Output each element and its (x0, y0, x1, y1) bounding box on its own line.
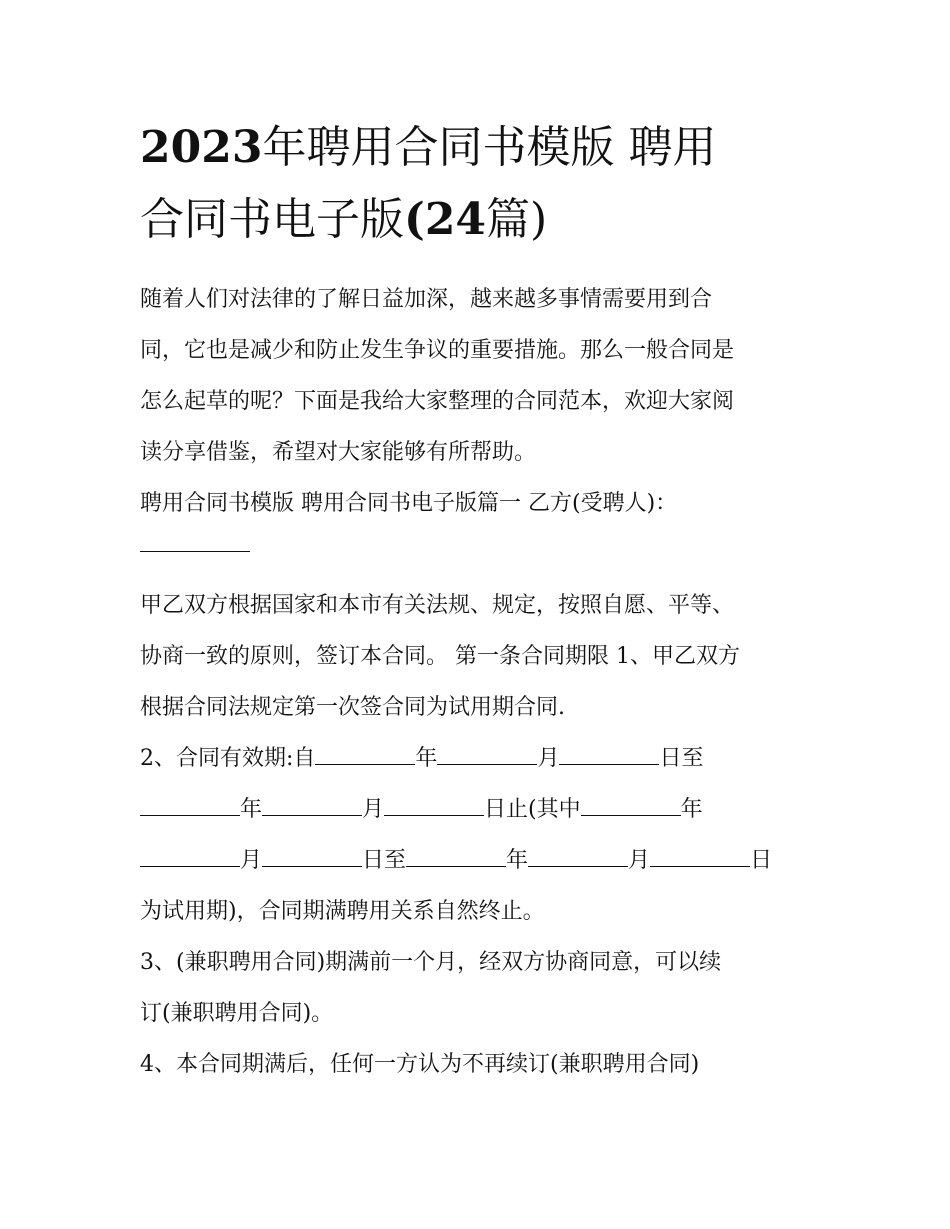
blank-start-month (437, 748, 537, 765)
blank-end-day (384, 799, 484, 816)
renewal-line-1: 3、(兼职聘用合同)期满前一个月，经双方协商同意，可以续 (140, 950, 722, 975)
blank-start-year (315, 748, 415, 765)
document-title (140, 112, 820, 256)
term-day-to-2: 日至 (362, 848, 407, 873)
renewal-paragraph (140, 937, 820, 1039)
term-month-3: 月 (240, 848, 263, 873)
blank-trial-end-month (528, 850, 628, 867)
principle-line-3: 根据合同法规定第一次签合同为试用期合同. (140, 695, 565, 720)
term-day: 日 (750, 848, 773, 873)
term-year-1: 年 (415, 746, 438, 771)
blank-end-month (262, 799, 362, 816)
title-line1-rest: 年聘用合同书模版 聘用 (262, 122, 717, 173)
principle-paragraph (140, 580, 820, 733)
title-line2-end: 篇) (486, 194, 548, 245)
expiry-paragraph (140, 1039, 820, 1090)
title-year: 2023 (140, 122, 263, 173)
blank-end-year (140, 799, 240, 816)
term-year-2: 年 (240, 797, 263, 822)
intro-paragraph (140, 274, 820, 478)
term-month-1: 月 (537, 746, 560, 771)
term-day-end: 日止(其中 (484, 797, 581, 822)
principle-line-1: 甲乙双方根据国家和本市有关法规、规定，按照自愿、平等、 (140, 593, 735, 618)
blank-trial-start-day (262, 850, 362, 867)
principle-line-2: 协商一致的原则，签订本合同。 第一条合同期限 1、甲乙双方 (140, 644, 740, 669)
intro-line-4: 读分享借鉴，希望对大家能够有所帮助。 (140, 440, 537, 465)
blank-trial-end-year (406, 850, 506, 867)
intro-line-3: 怎么起草的呢？下面是我给大家整理的合同范本，欢迎大家阅 (140, 389, 735, 414)
intro-line-1: 随着人们对法律的了解日益加深，越来越多事情需要用到合 (140, 287, 713, 312)
blank-trial-start-year (581, 799, 681, 816)
blank-trial-start-month (140, 850, 240, 867)
expiry-line-1: 4、本合同期满后，任何一方认为不再续订(兼职聘用合同) (140, 1052, 700, 1077)
term-paragraph (140, 733, 820, 937)
section-heading: 聘用合同书模版 聘用合同书电子版篇一 乙方(受聘人)： (140, 491, 678, 516)
term-day-to-1: 日至 (659, 746, 704, 771)
title-line2-paren: (24 (404, 194, 487, 245)
term-trial: 为试用期)，合同期满聘用关系自然终止。 (140, 899, 545, 924)
title-line2-start: 合同书电子版 (140, 194, 404, 245)
blank-start-day (559, 748, 659, 765)
term-year-4: 年 (506, 848, 529, 873)
blank-trial-end-day (650, 850, 750, 867)
document-page (140, 112, 820, 1090)
renewal-line-2: 订(兼职聘用合同)。 (140, 1001, 334, 1026)
term-month-4: 月 (628, 848, 651, 873)
term-prefix: 2、合同有效期:自 (140, 746, 316, 771)
party-b-blank (140, 529, 250, 552)
intro-line-2: 同，它也是减少和防止发生争议的重要措施。那么一般合同是 (140, 338, 735, 363)
term-month-2: 月 (362, 797, 385, 822)
term-year-3: 年 (680, 797, 703, 822)
